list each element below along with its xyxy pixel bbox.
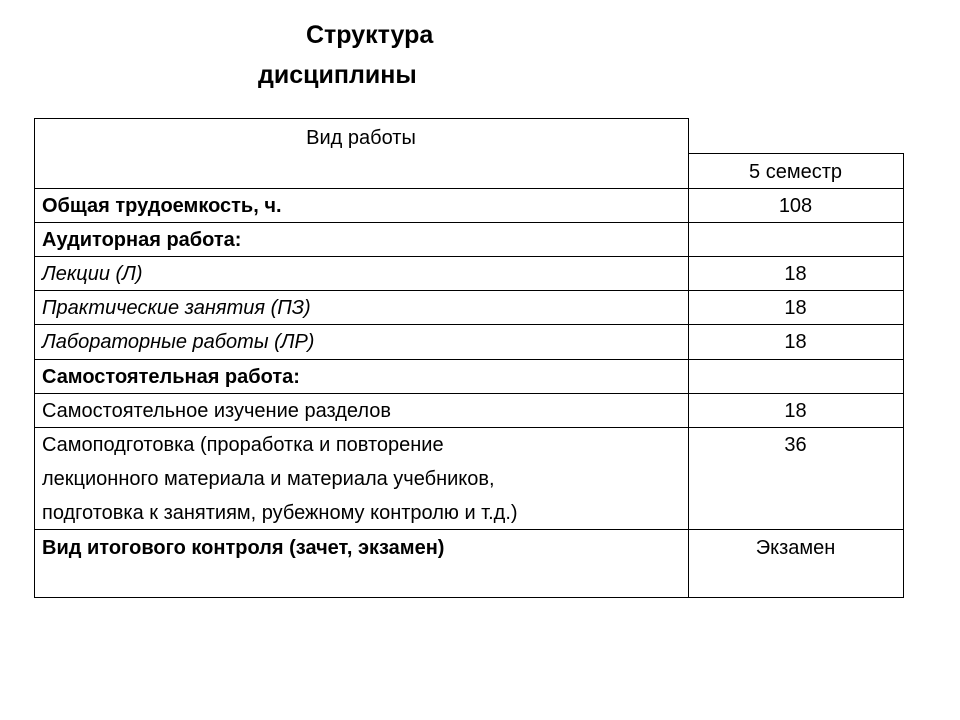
row-label-self-prep-line-2: лекционного материала и материала учебников, — [42, 468, 495, 490]
row-label-lab: Лабораторные работы (ЛР) — [42, 331, 315, 353]
row-value-practical: 18 — [784, 297, 807, 319]
table-border-bottom — [34, 597, 903, 598]
row-value-self-prep: 36 — [784, 434, 807, 456]
page-title-line-2: дисциплины — [258, 61, 417, 89]
row-value-lectures: 18 — [784, 263, 807, 285]
row-label-final-control: Вид итогового контроля (зачет, экзамен) — [42, 537, 445, 559]
row-label-lectures: Лекции (Л) — [42, 263, 143, 285]
table-border-semester-top — [688, 153, 903, 154]
row-label-total-hours: Общая трудоемкость, ч. — [42, 195, 282, 217]
row-label-classroom-work: Аудиторная работа: — [42, 229, 242, 251]
row-value-lab: 18 — [784, 331, 807, 353]
row-value-total-hours: 108 — [778, 195, 813, 217]
row-label-self-study: Самостоятельное изучение разделов — [42, 400, 391, 422]
table-border-right — [903, 153, 904, 598]
table-border-top — [34, 118, 688, 119]
row-label-self-prep-line-3: подготовка к занятиям, рубежному контролю и т.д.) — [42, 502, 518, 524]
row-label-independent-work: Самостоятельная работа: — [42, 366, 300, 388]
row-label-practical: Практические занятия (ПЗ) — [42, 297, 311, 319]
row-value-final-control: Экзамен — [755, 537, 836, 559]
table-border-left — [34, 118, 35, 598]
row-label-self-prep-line-1: Самоподготовка (проработка и повторение — [42, 434, 444, 456]
page-title-line-1: Структура — [306, 21, 434, 49]
header-work-type: Вид работы — [306, 127, 416, 149]
row-value-self-study: 18 — [784, 400, 807, 422]
header-semester: 5 семестр — [749, 161, 842, 183]
